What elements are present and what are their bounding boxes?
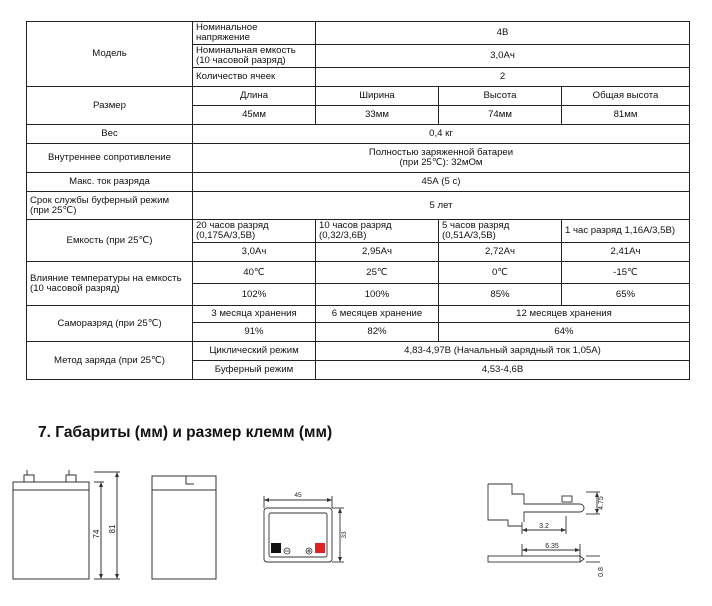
capacity-header-10h: 10 часов разряд (0,32/3,6В)	[316, 220, 439, 243]
terminal-housing-outline	[488, 484, 524, 526]
nominal-capacity-value: 3,0Ач	[316, 45, 690, 68]
capacity-header-1h: 1 час разряд 1,16А/3,5В)	[562, 220, 690, 243]
life-label: Срок службы буферный режим (при 25℃)	[27, 192, 193, 220]
max-current-label: Макс. ток разряда	[27, 173, 193, 192]
charge-label: Метод заряда (при 25℃)	[27, 342, 193, 380]
width-label: 45	[294, 492, 302, 499]
cells-value: 2	[316, 68, 690, 87]
positive-terminal-icon	[315, 543, 325, 553]
temp-header-40: 40℃	[193, 262, 316, 284]
table-row	[27, 306, 690, 323]
size-label: Размер	[27, 87, 193, 125]
top-body-outline	[264, 508, 332, 562]
terminal-detail-drawing	[482, 476, 612, 586]
height-total-label: 81	[108, 524, 117, 534]
terminal-left-outline	[24, 475, 34, 482]
terminal-width-label: 3.2	[539, 523, 549, 530]
resistance-value-line1: Полностью заряженной батареи	[368, 147, 514, 159]
resistance-value-line2: (при 25℃): 32мОм	[399, 157, 483, 169]
size-header-length: Длина	[193, 87, 316, 106]
terminal-side-outline	[488, 556, 580, 562]
capacity-value-10h: 2,95Ач	[316, 243, 439, 262]
resistance-label: Внутреннее сопротивление	[27, 144, 193, 173]
size-header-width: Ширина	[316, 87, 439, 106]
terminal-length-label: 6.35	[545, 543, 559, 550]
size-value-length: 45мм	[193, 106, 316, 125]
capacity-value-5h: 2,72Ач	[439, 243, 562, 262]
selfdischarge-value-12m: 64%	[439, 323, 690, 342]
temp-value-40: 102%	[193, 284, 316, 306]
charge-float-label: Буферный режим	[193, 361, 316, 380]
capacity-header-20h: 20 часов разряд (0,175А/3,5В)	[193, 220, 316, 243]
table-row	[27, 125, 690, 144]
negative-terminal-icon	[271, 543, 281, 553]
nominal-capacity-label: Номинальная емкость (10 часовой разряд)	[193, 45, 316, 68]
charge-cyclic-label: Циклический режим	[193, 342, 316, 361]
cells-label: Количество ячеек	[193, 68, 316, 87]
size-value-width: 33мм	[316, 106, 439, 125]
top-view-drawing	[258, 490, 354, 570]
charge-cyclic-value: 4,83-4,97В (Начальный зарядный ток 1,05А)	[316, 342, 690, 361]
table-row	[27, 22, 690, 45]
weight-label: Вес	[27, 125, 193, 144]
temp-value-minus15: 65%	[562, 284, 690, 306]
temp-header-25: 25℃	[316, 262, 439, 284]
capacity-value-20h: 3,0Ач	[193, 243, 316, 262]
spec-table	[26, 21, 690, 380]
life-value: 5 лет	[193, 192, 690, 220]
size-value-height: 74мм	[439, 106, 562, 125]
selfdischarge-label: Саморазряд (при 25℃)	[27, 306, 193, 342]
selfdischarge-header-6m: 6 месяцев хранение	[316, 306, 439, 323]
table-row	[27, 173, 690, 192]
capacity-label: Емкость (при 25℃)	[27, 220, 193, 262]
table-row	[27, 87, 690, 106]
weight-value: 0,4 кг	[193, 125, 690, 144]
selfdischarge-header-12m: 12 месяцев хранения	[439, 306, 690, 323]
model-label: Модель	[27, 22, 193, 87]
side-body-outline	[152, 476, 216, 579]
table-row	[27, 220, 690, 243]
terminal-right-outline	[66, 475, 76, 482]
size-header-height: Высота	[439, 87, 562, 106]
terminal-thickness-label: 0.8	[598, 567, 605, 577]
table-row	[27, 144, 690, 173]
temp-label: Влияние температуры на емкость (10 часовой разряд)	[27, 262, 193, 306]
temp-value-25: 100%	[316, 284, 439, 306]
temp-value-0: 85%	[439, 284, 562, 306]
side-view-drawing	[146, 470, 222, 582]
size-header-total-height: Общая высота	[562, 87, 690, 106]
selfdischarge-value-6m: 82%	[316, 323, 439, 342]
capacity-header-5h: 5 часов разряд (0,51А/3,5В)	[439, 220, 562, 243]
front-view-drawing	[6, 462, 134, 582]
table-row	[27, 342, 690, 361]
terminal-height-label: 4.75	[598, 496, 605, 510]
section-title: 7. Габариты (мм) и размер клемм (мм)	[38, 424, 333, 441]
nominal-voltage-label: Номинальное напряжение	[193, 22, 316, 45]
temp-header-0: 0℃	[439, 262, 562, 284]
battery-body-outline	[13, 482, 89, 579]
size-value-total-height: 81мм	[562, 106, 690, 125]
height-inner-label: 74	[92, 529, 101, 539]
temp-header-minus15: -15℃	[562, 262, 690, 284]
charge-float-value: 4,53-4,6В	[316, 361, 690, 380]
table-row	[27, 192, 690, 220]
depth-label: 33	[341, 531, 348, 539]
selfdischarge-value-3m: 91%	[193, 323, 316, 342]
terminal-tab-outline	[524, 494, 584, 522]
max-current-value: 45А (5 с)	[193, 173, 690, 192]
capacity-value-1h: 2,41Ач	[562, 243, 690, 262]
nominal-voltage-value: 4В	[316, 22, 690, 45]
resistance-value	[193, 144, 690, 173]
selfdischarge-header-3m: 3 месяца хранения	[193, 306, 316, 323]
table-row	[27, 262, 690, 284]
